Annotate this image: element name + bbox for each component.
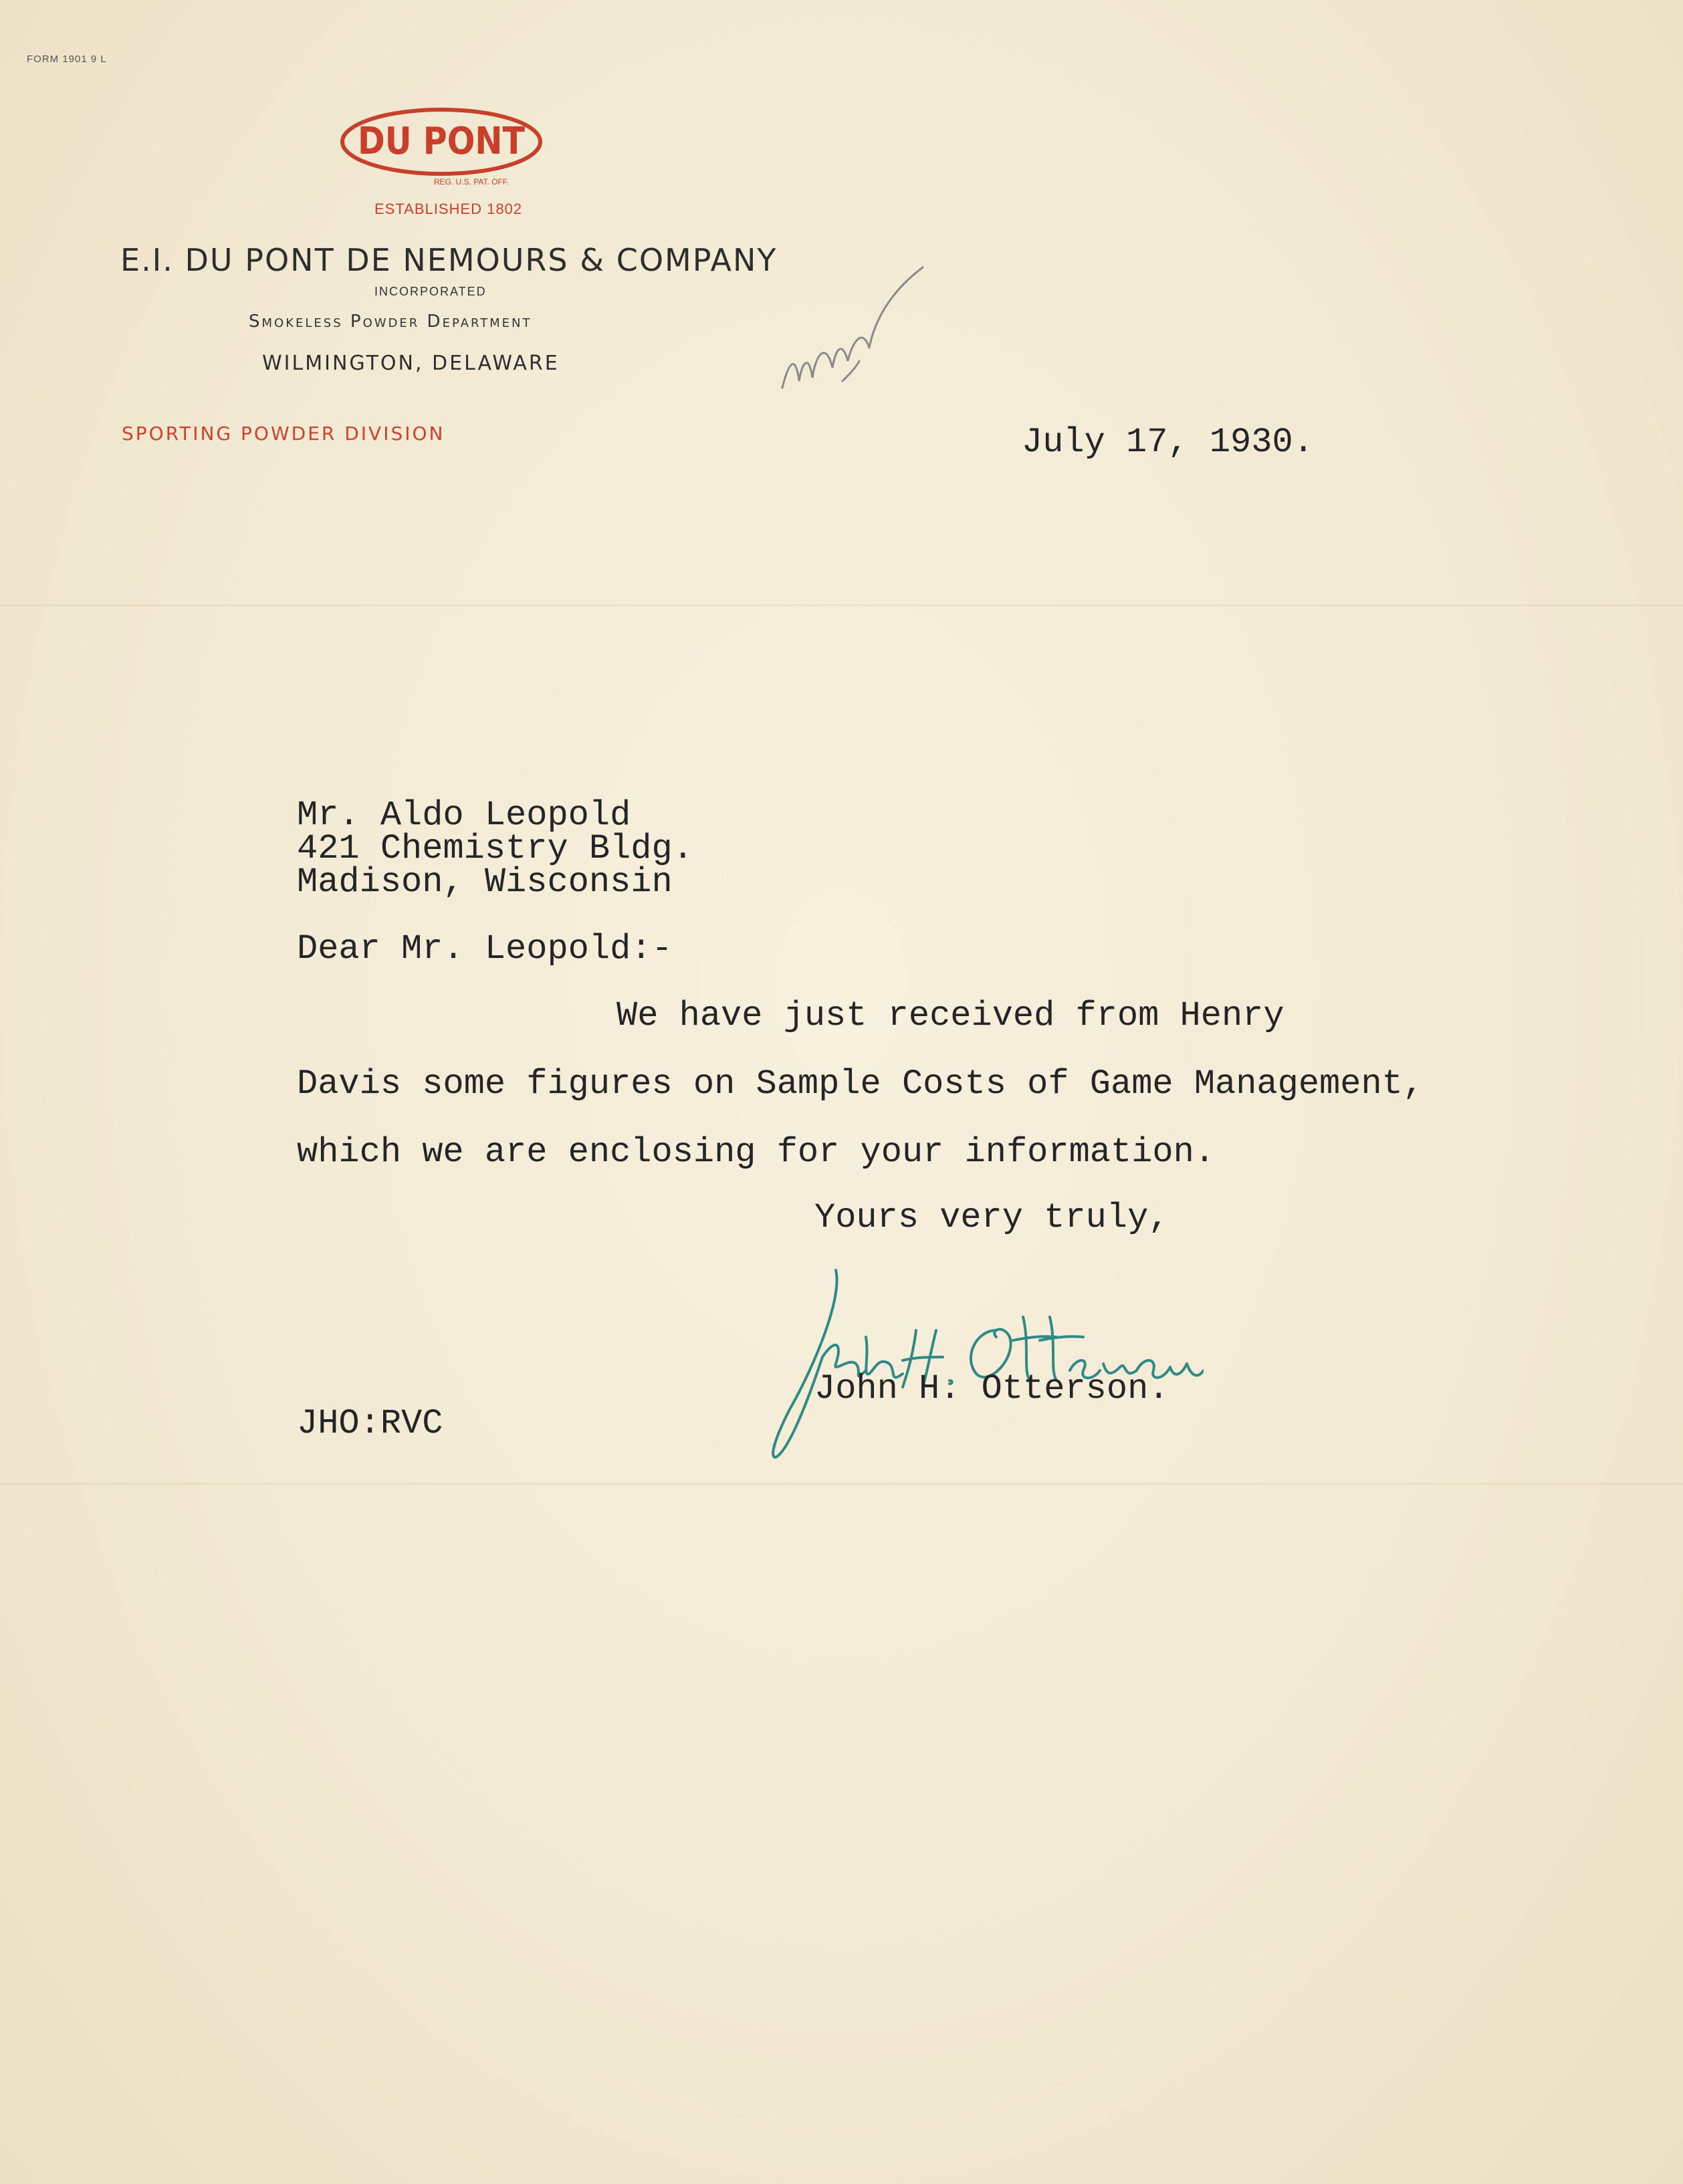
reference-initials: JHO:RVC [297,1404,443,1443]
signer-typed-name: John H. Otterson. [814,1369,1169,1409]
logo-registered-mark: REG. U.S. PAT. OFF. [433,177,510,187]
pencil-note [769,261,929,428]
department-line: Smokeless Powder Department [249,312,532,332]
closing: Yours very truly, [814,1198,1169,1237]
recipient-street: 421 Chemistry Bldg. [297,829,693,868]
established-line: ESTABLISHED 1802 [374,201,523,217]
letter-date: July 17, 1930. [1022,422,1314,462]
paper-fold [0,604,1683,606]
body-line: We have just received from Henry [616,996,1284,1036]
body-line: which we are enclosing for your information. [297,1132,1216,1172]
salutation: Dear Mr. Leopold:- [297,929,673,969]
incorporated-line: INCORPORATED [374,285,487,298]
body-line: Davis some figures on Sample Costs of Game Management, [297,1064,1424,1104]
division-line: SPORTING POWDER DIVISION [122,422,445,445]
recipient-city: Madison, Wisconsin [297,862,673,902]
city-line: WILMINGTON, DELAWARE [262,352,560,375]
form-number: FORM 1901 9 L [27,53,107,65]
company-name: E.I. DU PONT DE NEMOURS & COMPANY [120,242,778,278]
recipient-name: Mr. Aldo Leopold [297,796,631,835]
logo-text: DU PONT [358,120,525,163]
dupont-logo [338,107,545,187]
